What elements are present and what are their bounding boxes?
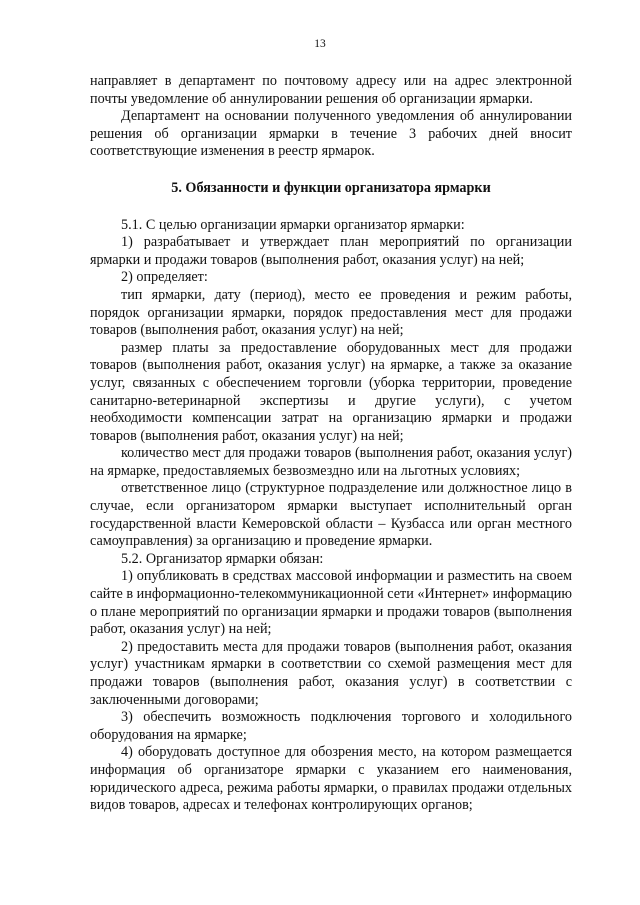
paragraph: Департамент на основании полученного уведомления об аннулировании решения об организации ярмарки в течение 3 рабочих дней вносит соответствующие изменения в реестр ярмарок.: [90, 108, 572, 160]
paragraph: ответственное лицо (структурное подразделение или должностное лицо в случае, если организатором ярмарки выступает исполнительный орган государственной власти Кемеровской области – Кузбасса или орган местного самоуправления) за организацию и проведение ярмарки.: [90, 480, 572, 550]
paragraph: количество мест для продажи товаров (выполнения работ, оказания услуг) на ярмарке, предоставляемых безвозмездно или на льготных условиях;: [90, 445, 572, 479]
document-body: [90, 73, 572, 815]
paragraph: 1) разрабатывает и утверждает план мероприятий по организации ярмарки и продажи товаров (выполнения работ, оказания услуг) на ней;: [90, 234, 572, 268]
paragraph: размер платы за предоставление оборудованных мест для продажи товаров (выполнения работ, оказания услуг) на ярмарке, а также за оказание услуг, связанных с обеспечением торговли (уборка территории, проведение санитарно-ветеринарной экспертизы и другие услуги), с учетом необходимости компенсации затрат на организацию ярмарки и продажи товаров (выполнения работ, оказания услуг) на ней;: [90, 339, 572, 444]
paragraph: 2) определяет:: [121, 269, 208, 286]
paragraph: тип ярмарки, дату (период), место ее проведения и режим работы, порядок организации ярмарки, порядок предоставления мест для продажи товаров (выполнения работ, оказания услуг) на ней;: [90, 286, 572, 339]
paragraph-5-1: 5.1. С целью организации ярмарки организатор ярмарки:: [121, 216, 465, 233]
paragraph: 2) предоставить места для продажи товаров (выполнения работ, оказания услуг) участникам ярмарки в соответствии со схемой размещения мест для продажи товаров (выполнения работ, оказания услуг) в соответствии с заключенными договорами;: [90, 638, 572, 708]
page-number: 13: [314, 38, 326, 50]
paragraph-5-2: 5.2. Организатор ярмарки обязан:: [121, 550, 324, 567]
paragraph-continuation: направляет в департамент по почтовому адресу или на адрес электронной почты уведомление об аннулировании решения об организации ярмарки.: [90, 73, 572, 107]
paragraph: 3) обеспечить возможность подключения торгового и холодильного оборудования на ярмарке;: [90, 709, 572, 743]
paragraph: 1) опубликовать в средствах массовой информации и разместить на своем сайте в информационно-телекоммуникационной сети «Интернет» информацию о плане мероприятий по организации ярмарки и продажи товаров (выполнения работ, оказания услуг) на ней;: [90, 568, 572, 638]
section-heading: 5. Обязанности и функции организатора ярмарки: [171, 179, 491, 196]
paragraph: 4) оборудовать доступное для обозрения место, на котором размещается информация об организаторе ярмарки с указанием его наименования, юридического адреса, режима работы ярмарки, о правилах продажи отдельных видов товаров, адресах и телефонах контролирующих органов;: [90, 744, 572, 814]
